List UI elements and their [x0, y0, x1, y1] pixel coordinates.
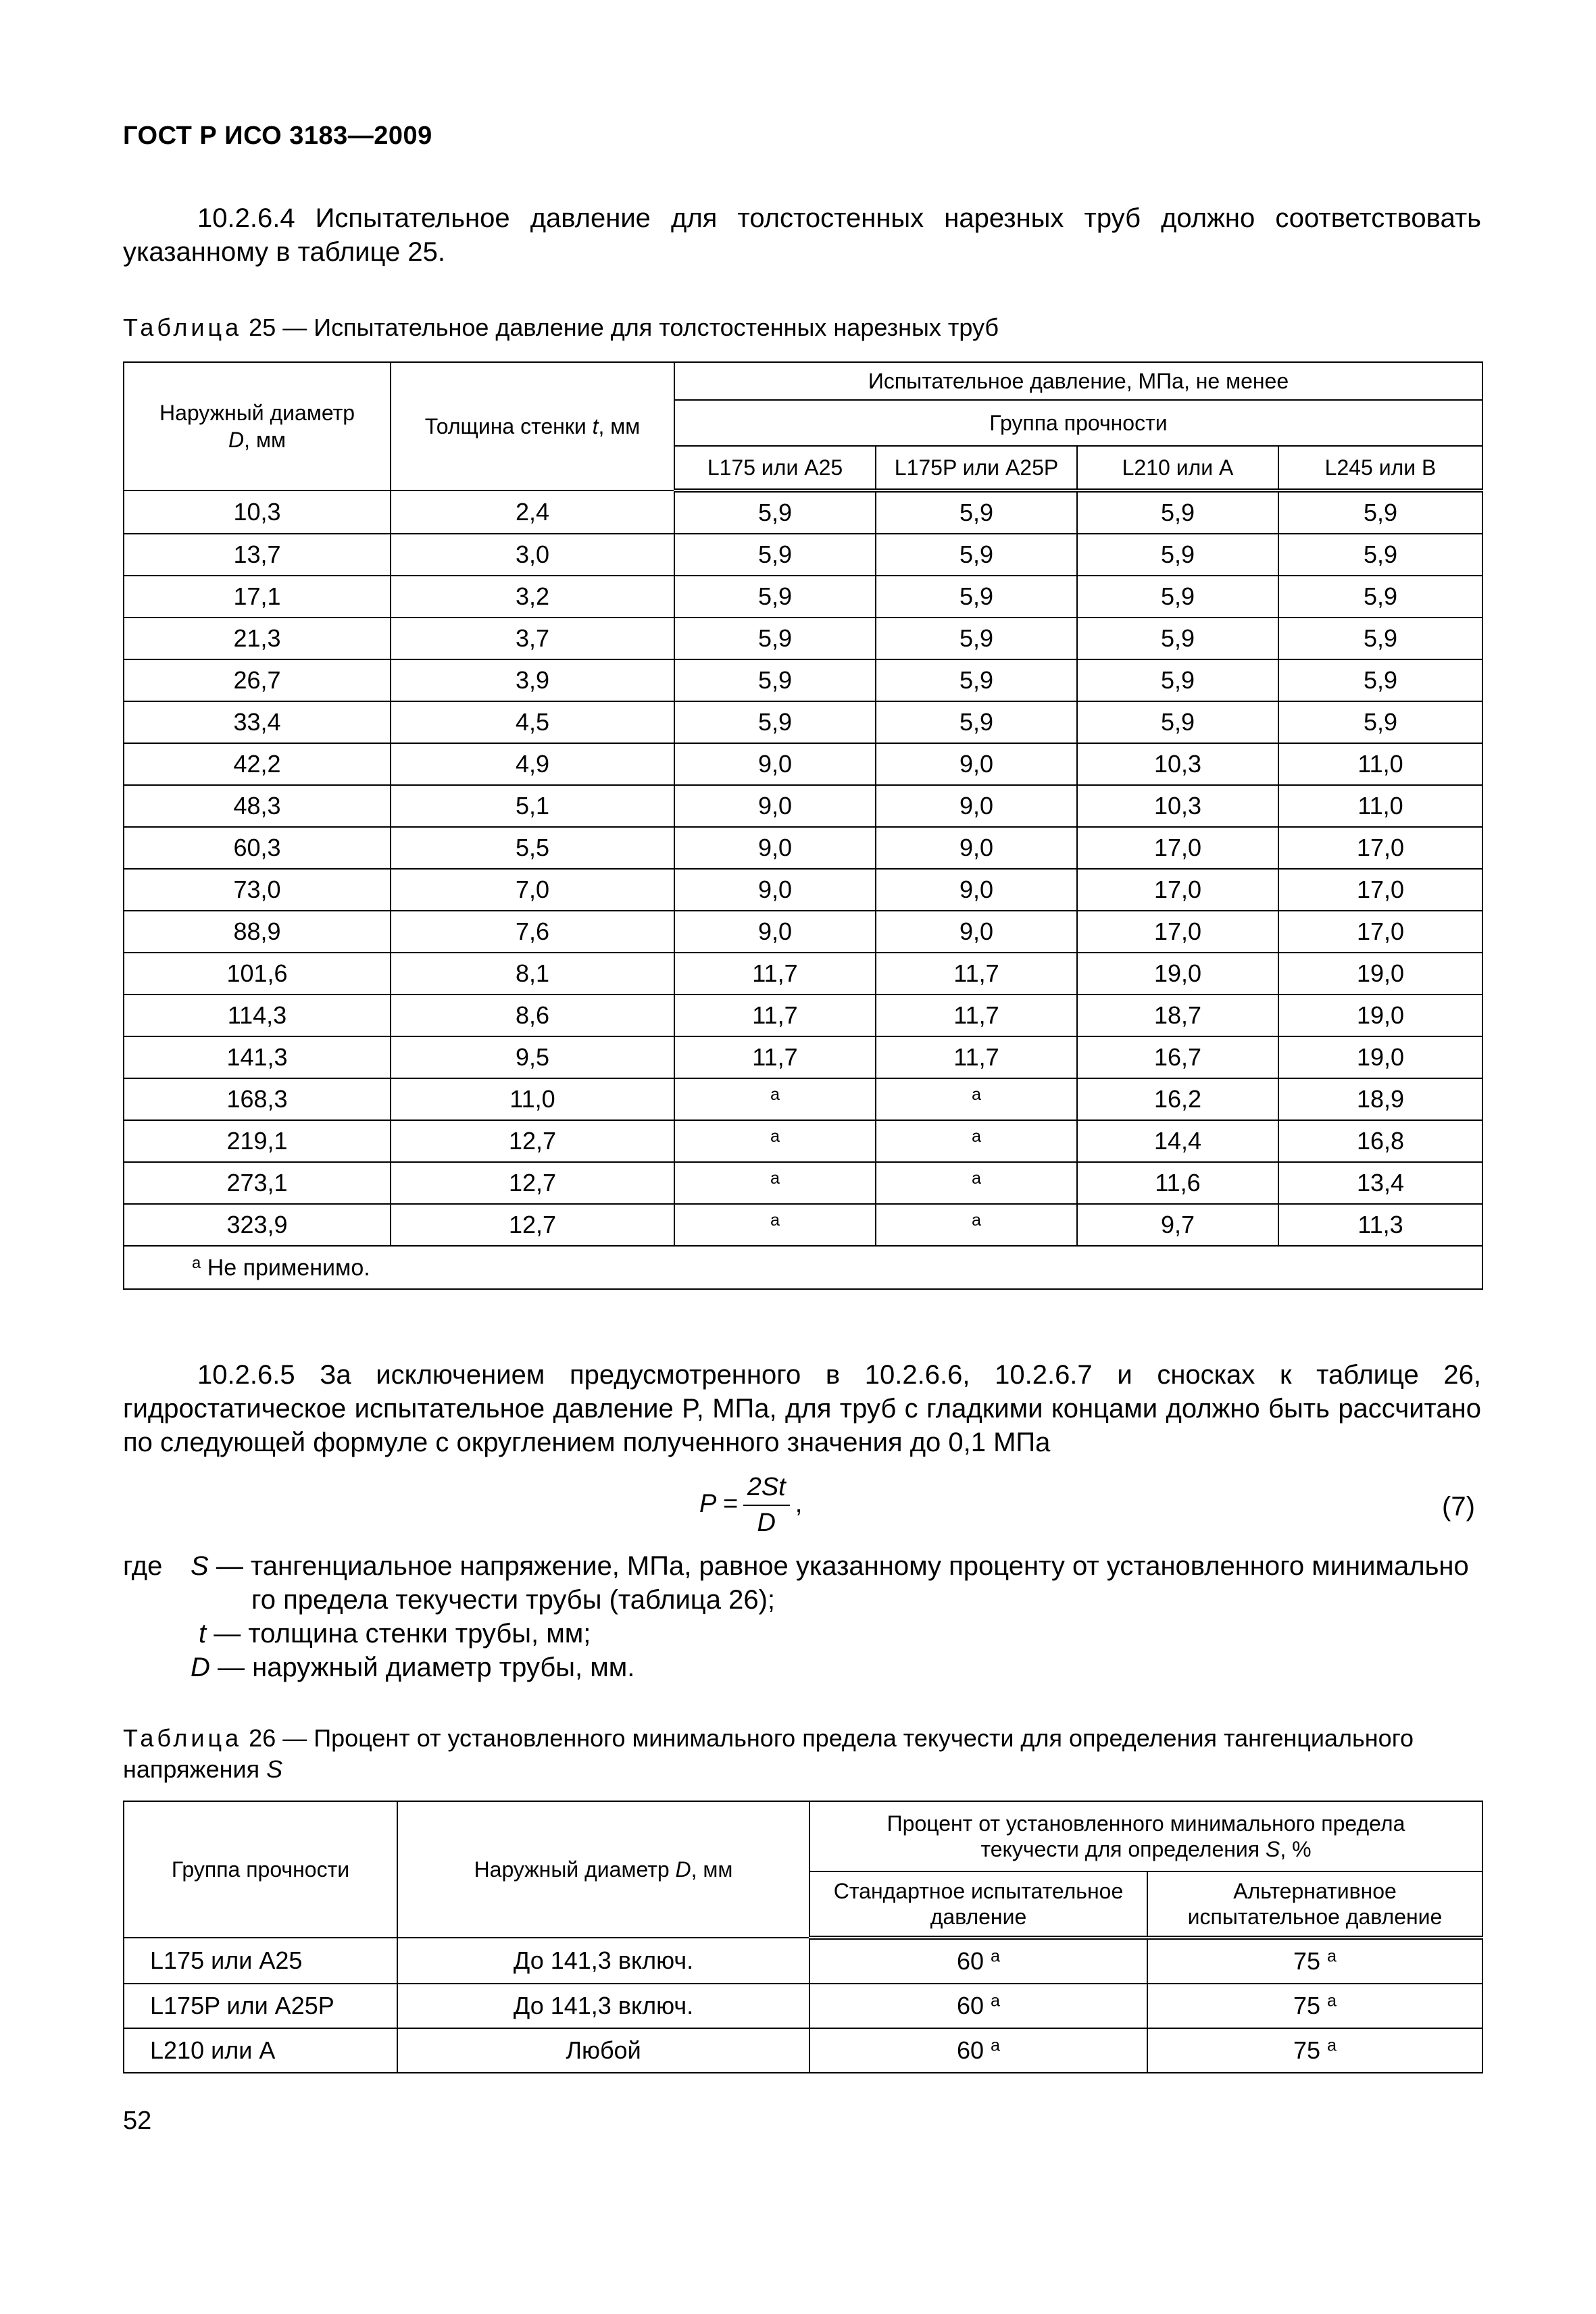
table-row [124, 1120, 1482, 1162]
table-cell: 17,0 [1278, 869, 1482, 911]
col-header-diameter: Наружный диаметр D, мм [124, 362, 391, 491]
table-cell: 10,3 [1077, 743, 1278, 785]
table-cell: 11,7 [876, 1036, 1077, 1078]
table25-caption: Таблица 25 — Испытательное давление для толстостенных нарезных труб [123, 313, 999, 341]
col-header-grade: L175 или A25 [674, 446, 876, 491]
table-cell: 88,9 [124, 911, 391, 953]
table-row [124, 491, 1482, 534]
table-cell: 5,9 [1077, 534, 1278, 576]
table-cell: 19,0 [1278, 953, 1482, 995]
table-cell: 10,3 [124, 491, 391, 534]
table-cell: 9,5 [391, 1036, 674, 1078]
table-cell: 17,0 [1077, 911, 1278, 953]
table-row [124, 743, 1482, 785]
table-cell: 5,9 [1077, 618, 1278, 659]
table-cell: 8,6 [391, 995, 674, 1036]
table-cell: 9,0 [876, 785, 1077, 827]
table-cell: 141,3 [124, 1036, 391, 1078]
table26-caption: Таблица 26 — Процент от установленного минимального предела текучести для определения тангенциального напряжения S [123, 1724, 1414, 1783]
where-label: где [123, 1551, 163, 1581]
table-cell: 2,4 [391, 491, 674, 534]
where-item-d: D — наружный диаметр трубы, мм. [191, 1653, 635, 1682]
table-cell: 73,0 [124, 869, 391, 911]
formula-7: P = $\frac{2St}{D}$ , [699, 1473, 803, 1537]
table-cell: 5,9 [1077, 576, 1278, 618]
table-cell: 9,0 [674, 743, 876, 785]
where-item-s: S — тангенциальное напряжение, МПа, равное указанному проценту от установленного минимально [191, 1551, 1469, 1581]
table-cell: 101,6 [124, 953, 391, 995]
footnote-ref: a [1327, 1946, 1337, 1966]
table-cell: 13,4 [1278, 1162, 1482, 1204]
col-header-group: Группа прочности [124, 1801, 397, 1938]
table-cell: 5,9 [876, 491, 1077, 534]
table-cell: 10,3 [1077, 785, 1278, 827]
table-cell: 7,6 [391, 911, 674, 953]
footnote-ref: a [991, 1991, 1001, 2011]
table-cell: 5,1 [391, 785, 674, 827]
table-cell: L175 или A25 [124, 1938, 397, 1984]
table-cell: 5,9 [674, 659, 876, 701]
table-cell: 9,0 [674, 827, 876, 869]
table-cell: 11,7 [674, 953, 876, 995]
table-cell: 12,7 [391, 1120, 674, 1162]
table-cell: 11,7 [876, 995, 1077, 1036]
table-cell: До 141,3 включ. [397, 1938, 809, 1984]
table-row [124, 1984, 1482, 2028]
col-header-alternative: Альтернативное испытательное давление [1147, 1871, 1482, 1938]
table-cell: 5,9 [1077, 491, 1278, 534]
table-cell: 16,7 [1077, 1036, 1278, 1078]
table-cell: 9,0 [876, 869, 1077, 911]
table-cell: 11,6 [1077, 1162, 1278, 1204]
table-cell: 5,9 [674, 618, 876, 659]
where-item-t: t — толщина стенки трубы, мм; [199, 1619, 591, 1649]
table-cell: 5,9 [876, 618, 1077, 659]
table-cell: 60,3 [124, 827, 391, 869]
table-cell: 11,0 [391, 1078, 674, 1120]
paragraph-10-2-6-5: 10.2.6.5 За исключением предусмотренного в 10.2.6.6, 10.2.6.7 и сносках к таблице 26, гидростатическое испытательное давление P, МПа, для труб с гладкими концами должно быть рассчитано по следующей формуле с округлением полученного значения до 0,1 МПа [123, 1360, 1481, 1457]
table-cell: 219,1 [124, 1120, 391, 1162]
table-cell: 11,0 [1278, 785, 1482, 827]
table-cell: 9,0 [674, 911, 876, 953]
table-cell: 11,0 [1278, 743, 1482, 785]
table-cell: 60 $^a$ [809, 2028, 1147, 2073]
table-cell: 75 $^a$ [1147, 2028, 1482, 2073]
table-cell: 17,0 [1278, 911, 1482, 953]
table-cell: 4,9 [391, 743, 674, 785]
col-header-grade: L175P или A25P [876, 446, 1077, 491]
table-row [124, 827, 1482, 869]
table-cell: 12,7 [391, 1204, 674, 1246]
table-cell: 11,3 [1278, 1204, 1482, 1246]
table-row [124, 869, 1482, 911]
table-cell: 13,7 [124, 534, 391, 576]
table-cell: 19,0 [1278, 1036, 1482, 1078]
table-26 [123, 1801, 1483, 2073]
table-cell: 16,8 [1278, 1120, 1482, 1162]
table-cell: 60 $^a$ [809, 1984, 1147, 2028]
table-cell: 5,9 [1278, 576, 1482, 618]
table-row [124, 1162, 1482, 1204]
table-cell: 17,0 [1077, 869, 1278, 911]
footnote-ref: a [674, 1204, 876, 1246]
footnote-ref: a [991, 2036, 1001, 2055]
table-cell: 3,2 [391, 576, 674, 618]
table-cell: 9,0 [674, 785, 876, 827]
table-cell: 5,9 [1077, 659, 1278, 701]
table-row [124, 911, 1482, 953]
table-cell: 5,9 [674, 491, 876, 534]
table-cell: 19,0 [1077, 953, 1278, 995]
table-cell: 18,7 [1077, 995, 1278, 1036]
footnote-ref: a [1327, 2036, 1337, 2055]
table-cell: 11,7 [674, 1036, 876, 1078]
table-cell: 75 $^a$ [1147, 1938, 1482, 1984]
footnote-ref: a [674, 1162, 876, 1204]
col-header-group: Группа прочности [674, 400, 1482, 446]
table-cell: 11,7 [674, 995, 876, 1036]
where-item-s-cont: го предела текучести трубы (таблица 26); [251, 1585, 775, 1615]
footnote-ref: a [991, 1946, 1001, 1966]
table-cell: 48,3 [124, 785, 391, 827]
table-cell: 75 $^a$ [1147, 1984, 1482, 2028]
table-row [124, 953, 1482, 995]
footnote-ref: a [876, 1078, 1077, 1120]
table-cell: 5,5 [391, 827, 674, 869]
table-row [124, 534, 1482, 576]
table-cell: 5,9 [674, 701, 876, 743]
table-cell: 5,9 [1278, 534, 1482, 576]
table-cell: 14,4 [1077, 1120, 1278, 1162]
col-header-diameter: Наружный диаметр D, мм [397, 1801, 809, 1938]
table-cell: 33,4 [124, 701, 391, 743]
table-cell: 5,9 [1278, 659, 1482, 701]
footnote-ref: a [876, 1204, 1077, 1246]
table-cell: L175P или A25P [124, 1984, 397, 2028]
table-cell: 60 $^a$ [809, 1938, 1147, 1984]
table-cell: 9,0 [876, 743, 1077, 785]
table-cell: 17,0 [1077, 827, 1278, 869]
footnote-ref: a [876, 1120, 1077, 1162]
table-cell: 18,9 [1278, 1078, 1482, 1120]
table-row [124, 995, 1482, 1036]
table-cell: 5,9 [876, 659, 1077, 701]
table-cell: 17,1 [124, 576, 391, 618]
table-cell: 9,7 [1077, 1204, 1278, 1246]
table-cell: 5,9 [876, 576, 1077, 618]
footnote-ref: a [674, 1078, 876, 1120]
table-cell: 9,0 [876, 827, 1077, 869]
table-cell: 9,0 [674, 869, 876, 911]
table-cell: 19,0 [1278, 995, 1482, 1036]
footnote-ref: a [876, 1162, 1077, 1204]
table-cell: 9,0 [876, 911, 1077, 953]
table-cell: 5,9 [876, 701, 1077, 743]
table-row [124, 1938, 1482, 1984]
equation-number: (7) [1442, 1492, 1475, 1521]
table-cell: 7,0 [391, 869, 674, 911]
table-cell: 5,9 [1278, 618, 1482, 659]
table-cell: 16,2 [1077, 1078, 1278, 1120]
table-cell: 5,9 [876, 534, 1077, 576]
table-row [124, 1204, 1482, 1246]
table-cell: 5,9 [1278, 491, 1482, 534]
table-cell: 12,7 [391, 1162, 674, 1204]
col-header-percent: Процент от установленного минимального предела текучести для определения S, % [809, 1801, 1482, 1871]
table-cell: Любой [397, 2028, 809, 2073]
page-number: 52 [123, 2107, 152, 2135]
table-row [124, 1078, 1482, 1120]
table-cell: 17,0 [1278, 827, 1482, 869]
table-cell: 5,9 [1077, 701, 1278, 743]
footnote-ref: a [1327, 1991, 1337, 2011]
table25-footnote: $^a$ Не применимо. [124, 1246, 1482, 1289]
table-cell: 3,7 [391, 618, 674, 659]
table-cell: 42,2 [124, 743, 391, 785]
col-header-pressure: Испытательное давление, МПа, не менее [674, 362, 1482, 400]
table-cell: 21,3 [124, 618, 391, 659]
col-header-wall: Толщина стенки t, мм [391, 362, 674, 491]
table-cell: 273,1 [124, 1162, 391, 1204]
table-cell: 3,9 [391, 659, 674, 701]
paragraph-10-2-6-4: 10.2.6.4 Испытательное давление для толстостенных нарезных труб должно соответствовать указанному в таблице 25. [123, 203, 1481, 267]
document-header: ГОСТ Р ИСО 3183—2009 [123, 122, 432, 150]
table-cell: 3,0 [391, 534, 674, 576]
table-cell: 26,7 [124, 659, 391, 701]
table-row [124, 659, 1482, 701]
col-header-standard: Стандартное испытательное давление [809, 1871, 1147, 1938]
table-cell: 168,3 [124, 1078, 391, 1120]
table-row [124, 785, 1482, 827]
table-row [124, 1036, 1482, 1078]
table-25 [123, 361, 1483, 1290]
table-cell: 8,1 [391, 953, 674, 995]
table-cell: 114,3 [124, 995, 391, 1036]
col-header-grade: L210 или A [1077, 446, 1278, 491]
table-row [124, 2028, 1482, 2073]
col-header-grade: L245 или B [1278, 446, 1482, 491]
table-cell: 4,5 [391, 701, 674, 743]
table-cell: 5,9 [674, 534, 876, 576]
table-row [124, 701, 1482, 743]
table-cell: L210 или A [124, 2028, 397, 2073]
table-cell: 11,7 [876, 953, 1077, 995]
table-row [124, 576, 1482, 618]
table-cell: 323,9 [124, 1204, 391, 1246]
table-cell: 5,9 [1278, 701, 1482, 743]
table-cell: 5,9 [674, 576, 876, 618]
table-row [124, 618, 1482, 659]
footnote-ref: a [674, 1120, 876, 1162]
table-cell: До 141,3 включ. [397, 1984, 809, 2028]
